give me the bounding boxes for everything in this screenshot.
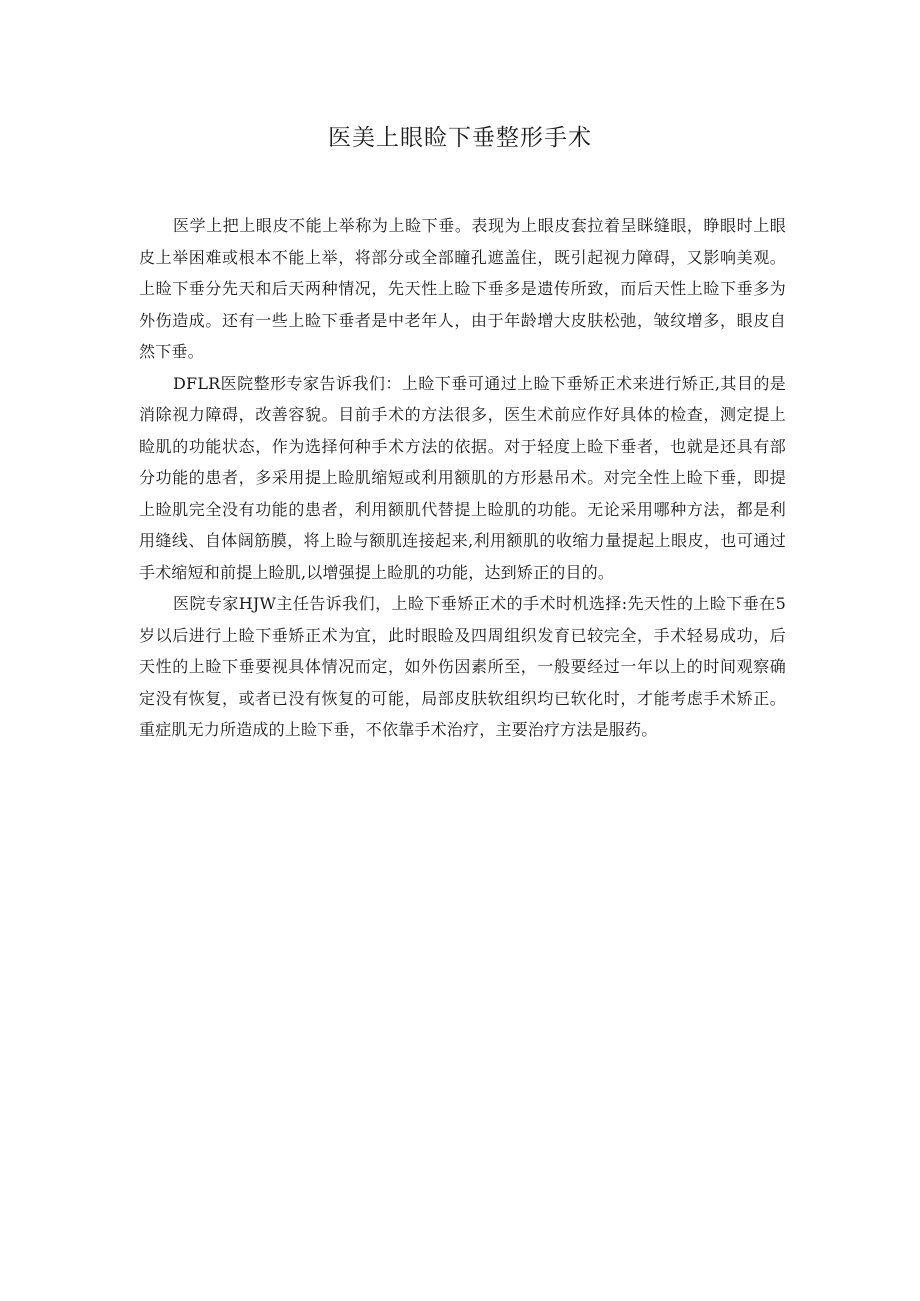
paragraph-1: 医学上把上眼皮不能上举称为上睑下垂。表现为上眼皮套拉着呈眯缝眼，睁眼时上眼皮上举困难或根本不能上举，将部分或全部瞳孔遮盖住，既引起视力障碍，又影响美观。上睑下垂分先天和后天两种情况，先天性上睑下垂多是遗传所致，而后天性上睑下垂多为外伤造成。还有一些上睑下垂者是中老年人，由于年龄增大皮肤松弛，皱纹增多，眼皮自然下垂。: [139, 216, 786, 361]
document-body: [139, 210, 786, 746]
document-title: 医美上眼睑下垂整形手术: [328, 125, 592, 151]
paragraph-2: DFLR医院整形专家告诉我们：上睑下垂可通过上睑下垂矫正术来进行矫正,其目的是消除视力障碍，改善容貌。目前手术的方法很多，医生术前应作好具体的检查，测定提上睑肌的功能状态，作为选择何种手术方法的依据。对于轻度上睑下垂者，也就是还具有部分功能的患者，多采用提上睑肌缩短或利用额肌的方形悬吊术。对完全性上睑下垂，即提上睑肌完全没有功能的患者，利用额肌代替提上睑肌的功能。无论采用哪种方法，都是利用缝线、自体阔筋膜，将上睑与额肌连接起来,利用额肌的收缩力量提起上眼皮，也可通过手术缩短和前提上睑肌,以增强提上睑肌的功能，达到矫正的目的。: [139, 373, 786, 582]
paragraph-3: 医院专家HJW主任告诉我们，上睑下垂矫正术的手术时机选择:先天性的上睑下垂在5岁以后进行上睑下垂矫正术为宜，此时眼睑及四周组织发育已较完全，手术轻易成功，后天性的上睑下垂要视具体情况而定，如外伤因素所至，一般要经过一年以上的时间观察确定没有恢复，或者已没有恢复的可能，局部皮肤软组织均已软化时，才能考虑手术矫正。重症肌无力所造成的上睑下垂，不依靠手术治疗，主要治疗方法是服药。: [139, 594, 786, 739]
